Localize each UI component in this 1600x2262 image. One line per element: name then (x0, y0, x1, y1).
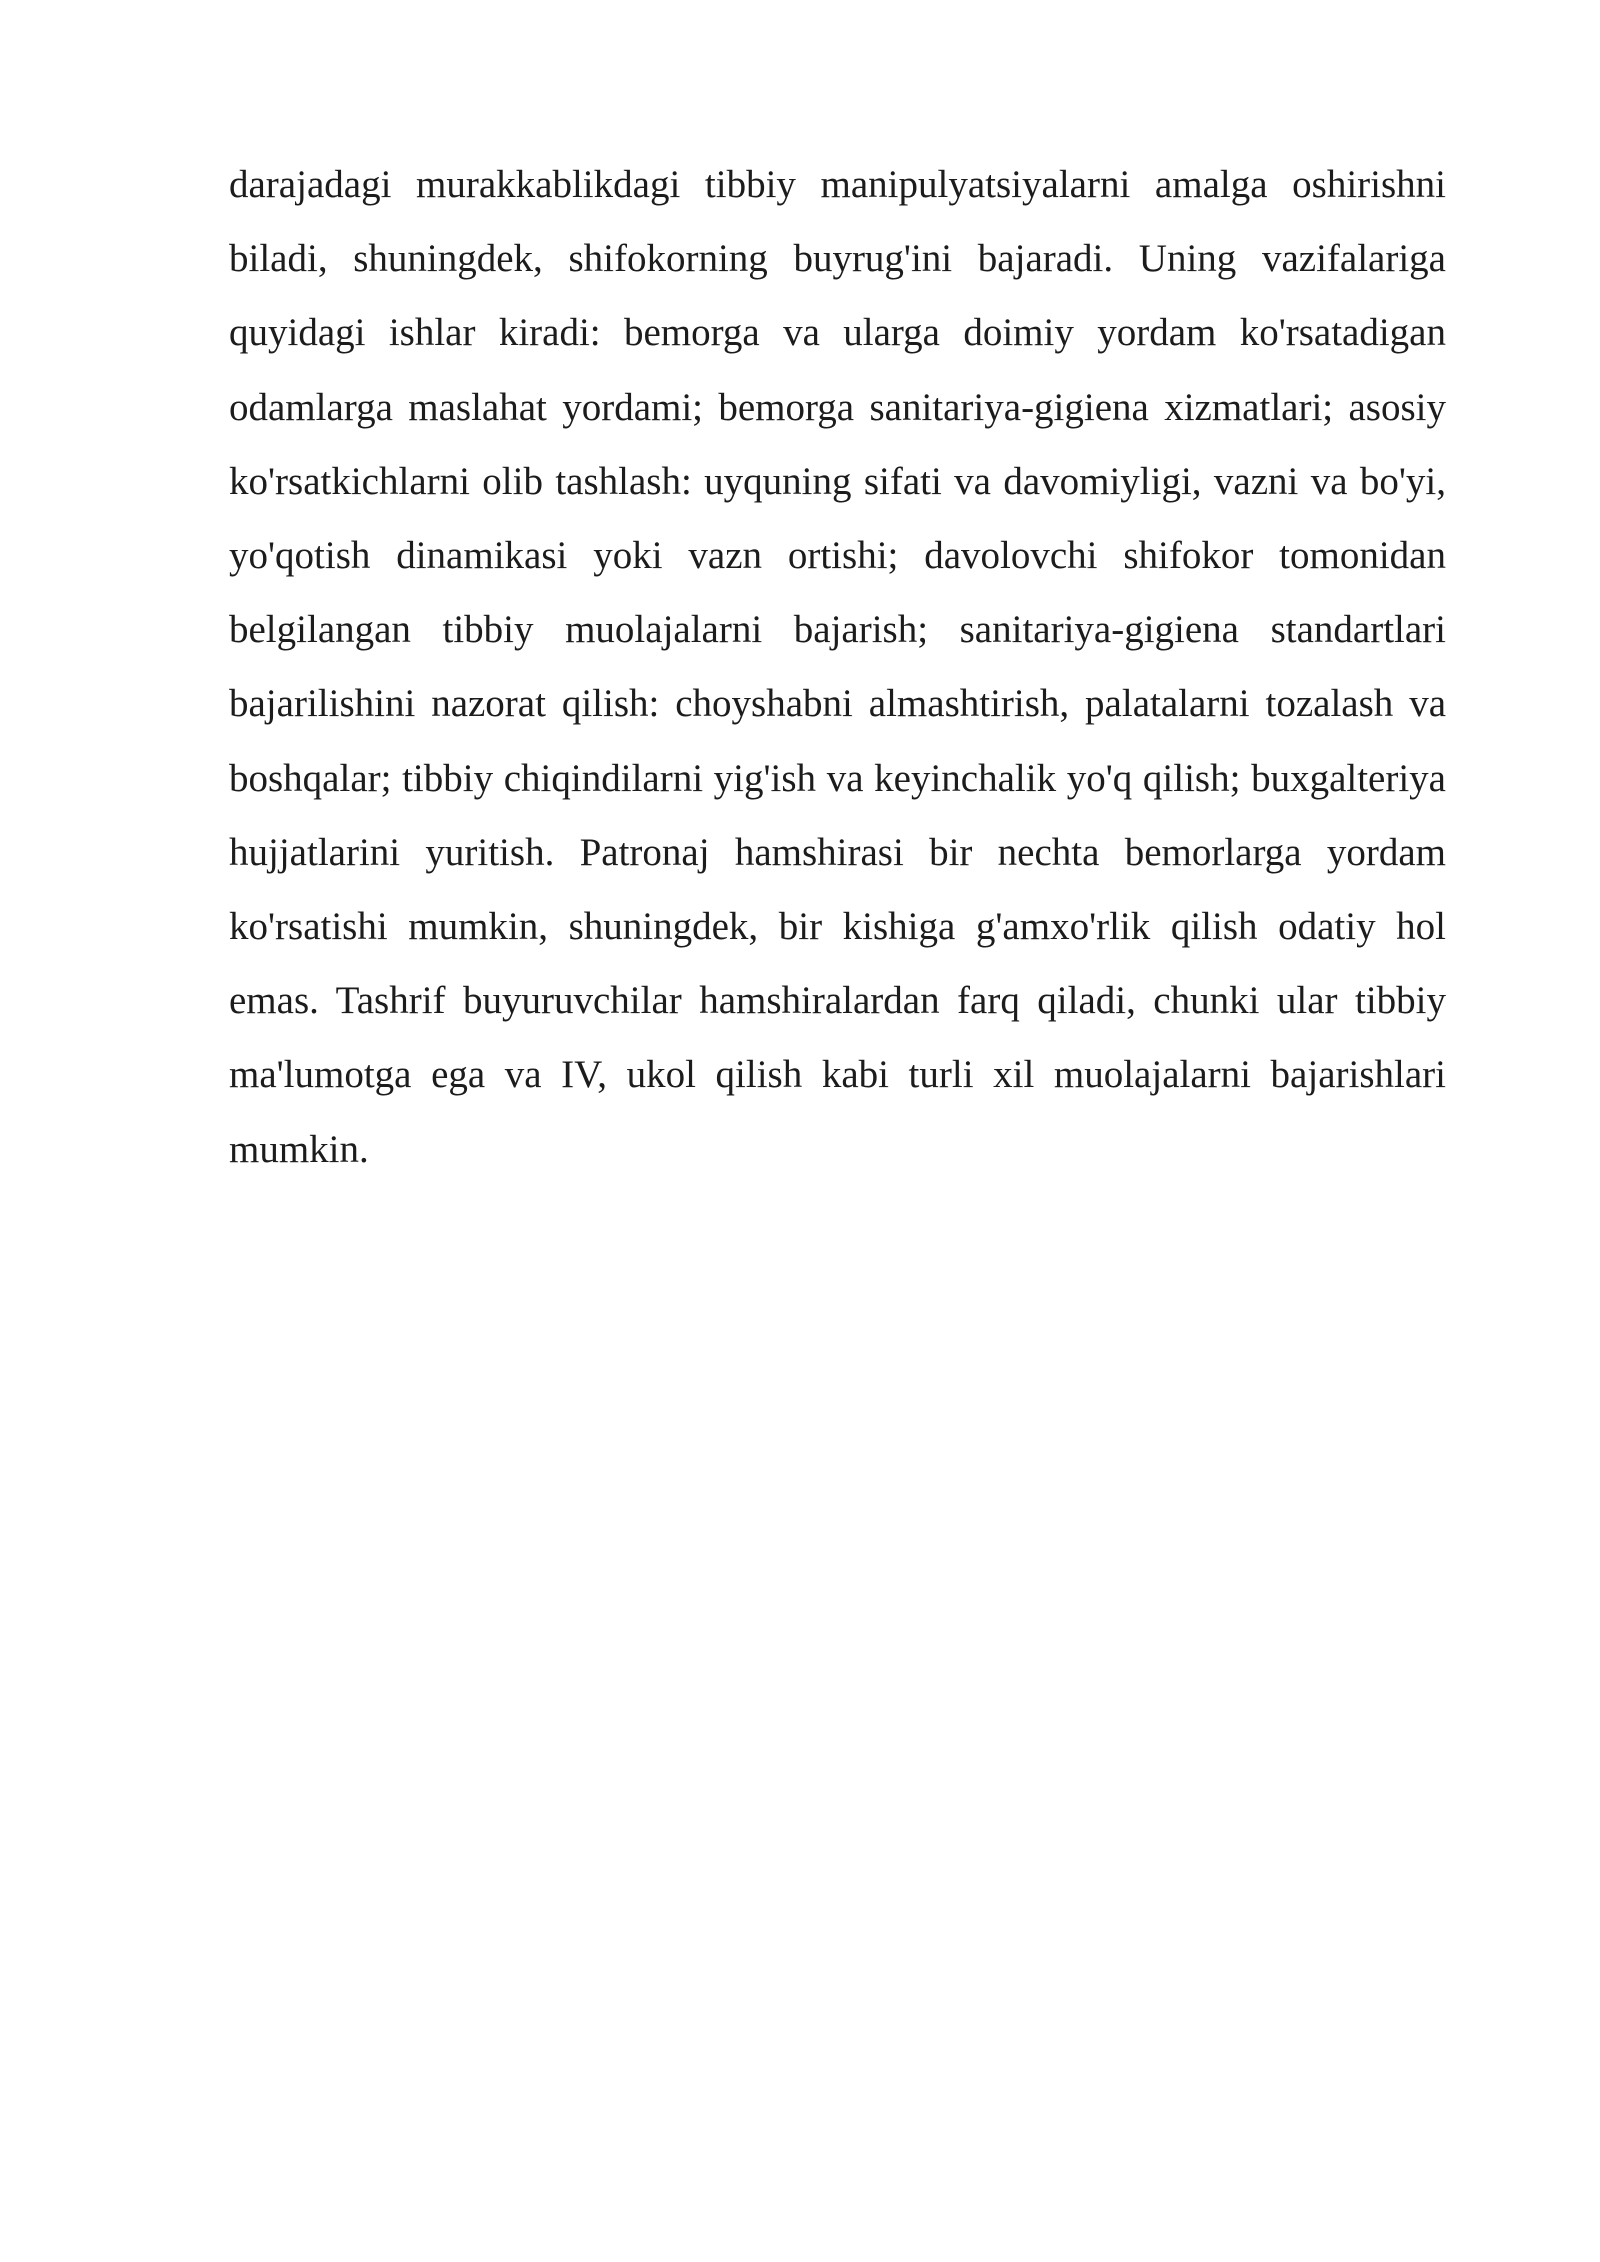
body-paragraph: darajadagi murakkablikdagi tibbiy manipulyatsiyalarni amalga oshirishni biladi, shuningdek, shifokorning buyrug'ini bajaradi. Uning vazifalariga quyidagi ishlar kiradi: bemorga va ularga doimiy yordam ko'rsatadigan odamlarga maslahat yordami; bemorga sanitariya-gigiena xizmatlari; asosiy ko'rsatkichlarni olib tashlash: uyquning sifati va davomiyligi, vazni va bo'yi, yo'qotish dinamikasi yoki vazn ortishi; davolovchi shifokor tomonidan belgilangan tibbiy muolajalarni bajarish; sanitariya-gigiena standartlari bajarilishini nazorat qilish: choyshabni almashtirish, palatalarni tozalash va boshqalar; tibbiy chiqindilarni yig'ish va keyinchalik yo'q qilish; buxgalteriya hujjatlarini yuritish. Patronaj hamshirasi bir nechta bemorlarga yordam ko'rsatishi mumkin, shuningdek, bir kishiga g'amxo'rlik qilish odatiy hol emas. Tashrif buyuruvchilar hamshiralardan farq qiladi, chunki ular tibbiy ma'lumotga ega va IV, ukol qilish kabi turli xil muolajalarni bajarishlari mumkin. (229, 163, 1446, 1171)
